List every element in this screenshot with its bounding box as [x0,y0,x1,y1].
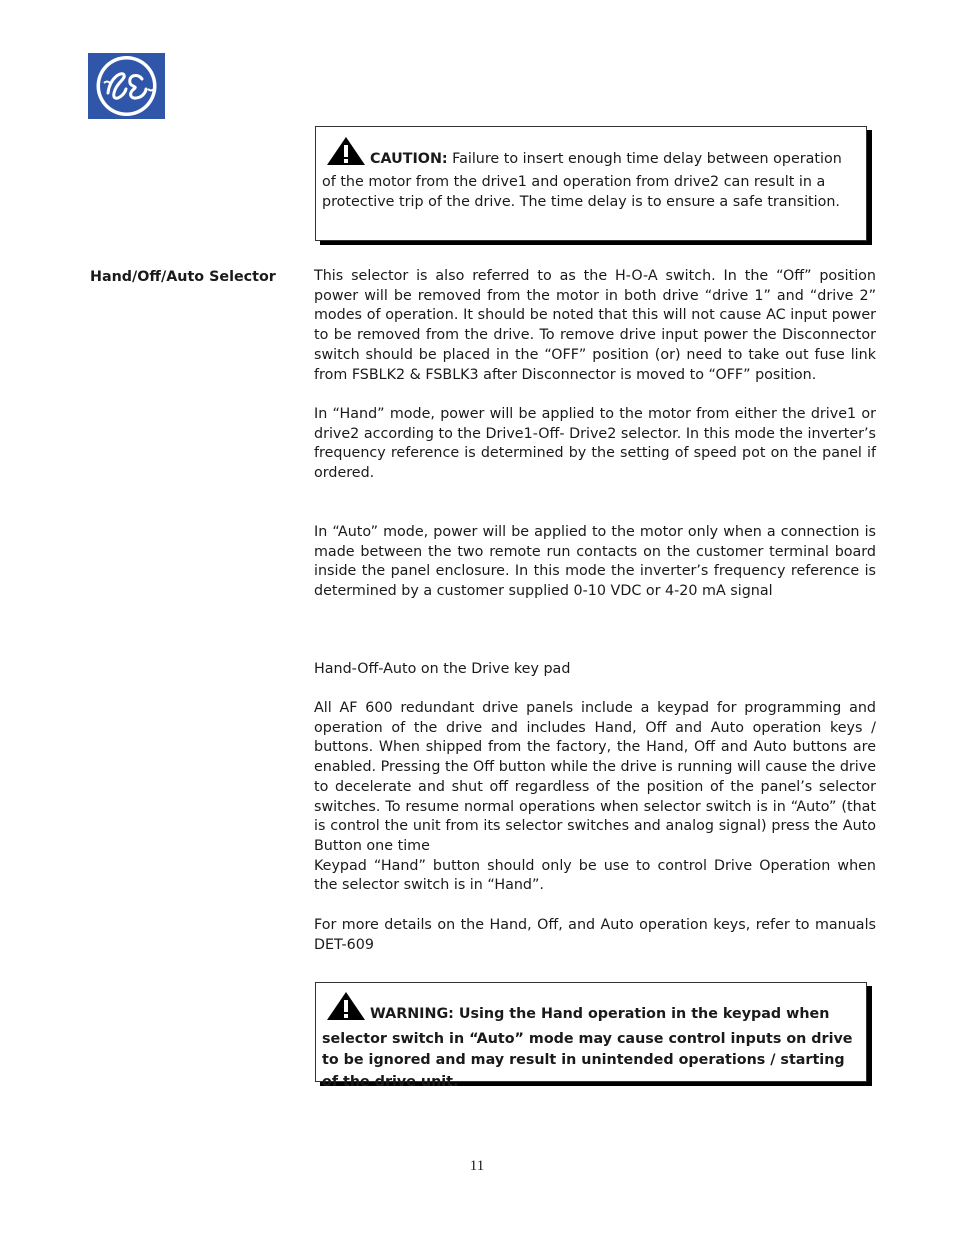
paragraph-auto-mode: In “Auto” mode, power will be applied to the motor only when a connection is made between the two remote run contacts on the customer terminal board inside the panel enclosure. In this mode the inverter’s frequency reference is determined by a customer supplied 0-10 VDC or 4-20 mA signal [314,524,876,600]
caution-label: CAUTION: [370,151,448,167]
paragraph-off-position: This selector is also referred to as the H-O-A switch. In the “Off” position power will be removed from the motor in both drive “drive 1” and “drive 2” modes of operation. It should be noted that this will not cause AC input power to be removed from the drive. To remove drive input power the Disconnector switch should be placed in the “OFF” position (or) need to take out fuse link from FSBLK2 & FSBLK3 after Disconnector is moved to “OFF” position. [314,268,876,383]
paragraph-hand-mode: In “Hand” mode, power will be applied to the motor from either the drive1 or drive2 according to the Drive1-Off- Drive2 selector. In this mode the inverter’s frequency reference is determined by the setting of speed pot on the panel if ordered. [314,406,876,482]
warning-triangle-icon [326,991,366,1029]
caution-text: Failure to insert enough time delay between operation of the motor from the drive1 and operation from drive2 can result in a protective trip of the drive. The time delay is to ensure a safe transition. [322,151,842,210]
warning-triangle-icon [326,136,366,172]
paragraph-details: For more details on the Hand, Off, and Auto operation keys, refer to manuals DET-609 [314,917,876,953]
warning-box [315,982,867,1090]
subheading-keypad: Hand-Off-Auto on the Drive key pad [314,661,571,677]
ge-monogram-icon [88,53,165,119]
caution-box [315,126,867,241]
paragraph-keypad: All AF 600 redundant drive panels include a keypad for programming and operation of the drive and includes Hand, Off and Auto operation keys / buttons. When shipped from the factory, the Hand, Off and Auto buttons are enabled. Pressing the Off button while the drive is running will cause the drive to decelerate and shut off regardless of the position of the panel’s selector switches. To resume normal operations when selector switch is in “Auto” (that is control the unit from its selector switches and analog signal) press the Auto Button one time Keypad “Hand” button should only be use to control Drive Operation when the selector switch is in “Hand”. [314,700,876,894]
section-heading: Hand/Off/Auto Selector [90,269,276,285]
page-number: 11 [469,1158,485,1174]
ge-logo [88,53,165,119]
warning-text: WARNING: Using the Hand operation in the keypad when selector switch in “Auto” mode may cause control inputs on drive to be ignored and may result in unintended operations / starting of the drive unit. [322,1006,853,1090]
